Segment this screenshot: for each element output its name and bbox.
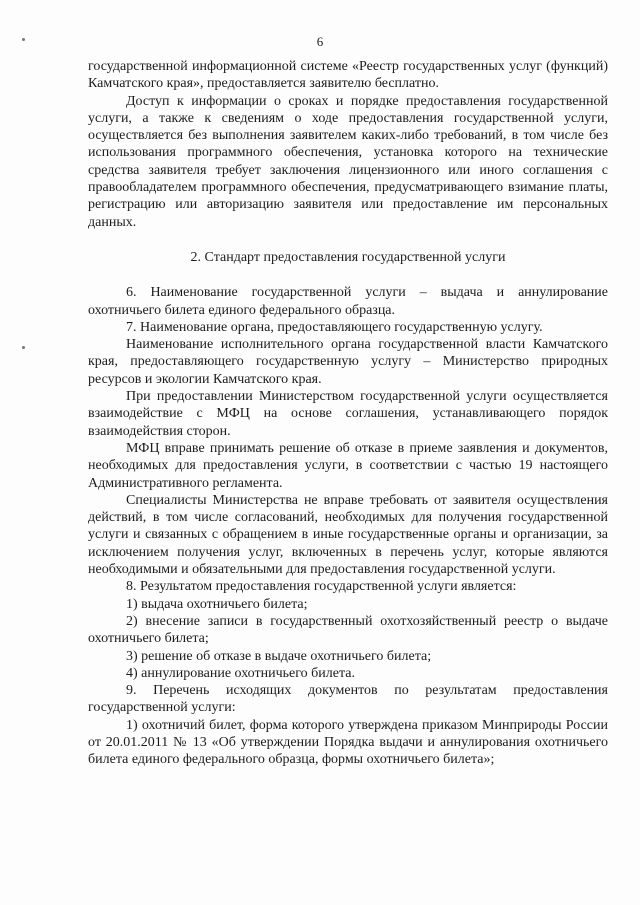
paragraph: При предоставлении Министерством государственной услуги осуществляется взаимодействие с МФЦ на основе соглашения, устанавливающего порядок взаимодействия сторон.	[88, 389, 608, 439]
paragraph: 8. Результатом предоставления государственной услуги является:	[126, 579, 517, 595]
paragraph: 6. Наименование государственной услуги – выдача и аннулирование охотничьего билета единого федерального образца.	[88, 285, 608, 318]
document-body	[88, 58, 608, 769]
paragraph: 7. Наименование органа, предоставляющего государственную услугу.	[126, 319, 543, 335]
section-heading: 2. Стандарт предоставления государственной услуги	[190, 249, 506, 265]
paragraph: Доступ к информации о сроках и порядке предоставления государственной услуги, а также к сведениям о ходе предоставления государственной услуги, осуществляется без выполнения заявителем каких-либо требований, в том числе без использования программного обеспечения, установка которого на технические средства заявителя требует заключения лицензионного или иного соглашения с правообладателем программного обеспечения, предусматривающего взимание платы, регистрацию или авторизацию заявителя или предоставление им персональных данных.	[88, 93, 608, 230]
page-number: 6	[316, 34, 324, 49]
scan-speck	[22, 346, 25, 349]
list-item: 3) решение об отказе в выдаче охотничьего билета;	[126, 648, 432, 664]
paragraph: Наименование исполнительного органа государственной власти Камчатского края, предоставляющего государственную услугу – Министерство природных ресурсов и экологии Камчатского края.	[88, 337, 608, 387]
paragraph: 9. Перечень исходящих документов по результатам предоставления государственной услуги:	[88, 683, 608, 716]
scan-speck	[22, 38, 25, 41]
list-item: 1) охотничий билет, форма которого утверждена приказом Минприроды России от 20.01.2011 № 13 «Об утверждении Порядка выдачи и аннулирования охотничьего билета единого федерального образца, формы охотничьего билета»;	[88, 717, 608, 768]
paragraph: Специалисты Министерства не вправе требовать от заявителя осуществления действий, в том числе согласований, необходимых для получения государственной услуги и связанных с обращением в иные государственные органы и организации, за исключением получения услуг, включенных в перечень услуг, которые являются необходимыми и обязательными для предоставления государственной услуги.	[88, 492, 608, 578]
list-item: 1) выдача охотничьего билета;	[126, 596, 308, 612]
paragraph: государственной информационной системе «Реестр государственных услуг (функций) Камчатского края», предоставляется заявителю бесплатно.	[88, 59, 608, 92]
list-item: 4) аннулирование охотничьего билета.	[126, 665, 355, 681]
list-item: 2) внесение записи в государственный охотхозяйственный реестр о выдаче охотничьего билета;	[88, 613, 608, 647]
paragraph: МФЦ вправе принимать решение об отказе в приеме заявления и документов, необходимых для предоставления услуги, в соответствии с частью 19 настоящего Административного регламента.	[88, 440, 608, 491]
